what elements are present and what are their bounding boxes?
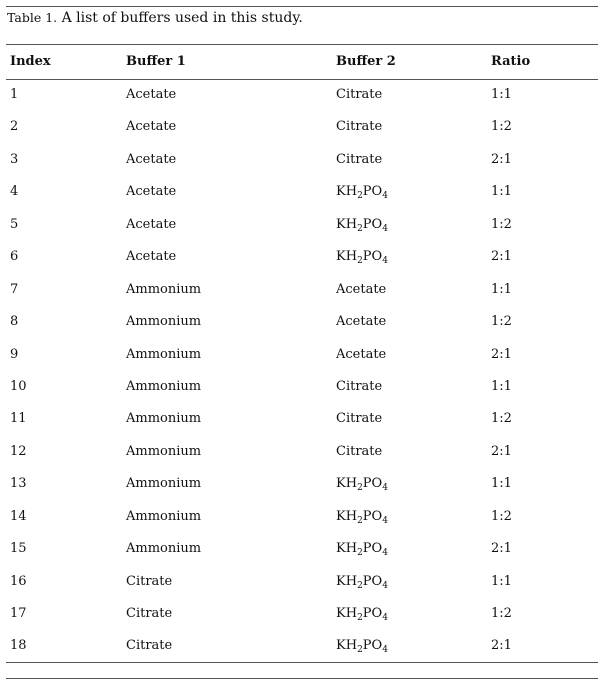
formula-part: PO <box>362 541 383 557</box>
header-index: Index <box>10 54 51 69</box>
cell-buffer-1: Citrate <box>126 573 173 589</box>
cell-index: 15 <box>10 541 27 557</box>
page-footer-rule <box>6 678 598 679</box>
formula-part: PO <box>362 573 383 589</box>
cell-buffer-1: Ammonium <box>126 378 202 394</box>
cell-buffer-2 <box>336 539 388 559</box>
formula-subscript: 2 <box>357 256 363 267</box>
cell-buffer-2: Citrate <box>336 87 383 102</box>
table-bottom-rule <box>6 662 598 663</box>
cell-buffer-2: Citrate <box>336 119 383 135</box>
caption-text: A list of buffers used in this study. <box>57 10 303 26</box>
formula-subscript: 4 <box>382 515 388 526</box>
table-row <box>0 441 606 473</box>
cell-buffer-2: Acetate <box>336 314 387 330</box>
cell-index: 17 <box>10 606 27 621</box>
cell-buffer-1: Acetate <box>126 216 177 232</box>
cell-buffer-1: Acetate <box>126 119 177 135</box>
table-header-bottom-rule <box>6 79 598 80</box>
table-body <box>0 84 606 668</box>
cell-ratio: 1:1 <box>491 573 512 589</box>
formula-subscript: 4 <box>382 191 388 202</box>
cell-buffer-2: Citrate <box>336 443 383 459</box>
formula-subscript: 4 <box>382 256 388 267</box>
cell-buffer-1: Ammonium <box>126 476 202 492</box>
table-row <box>0 408 606 440</box>
header-ratio: Ratio <box>491 54 531 69</box>
table-row <box>0 279 606 311</box>
cell-ratio: 1:1 <box>491 378 512 394</box>
table-row <box>0 181 606 213</box>
cell-buffer-2 <box>336 572 388 592</box>
caption-label: Table 1. <box>7 10 58 25</box>
cell-ratio: 2:1 <box>491 346 512 362</box>
formula-part: PO <box>362 476 383 492</box>
cell-ratio: 1:1 <box>491 476 512 492</box>
table-row <box>0 506 606 538</box>
formula-subscript: 2 <box>357 645 363 656</box>
cell-ratio: 1:1 <box>491 87 512 102</box>
formula-part: KH <box>336 541 358 557</box>
formula-part: KH <box>336 476 358 492</box>
cell-buffer-1: Ammonium <box>126 281 202 297</box>
cell-buffer-2: Citrate <box>336 151 383 167</box>
caption-top-rule <box>6 6 598 7</box>
formula-subscript: 2 <box>357 613 363 623</box>
cell-buffer-2: Citrate <box>336 378 383 394</box>
cell-index: 10 <box>10 378 27 394</box>
formula-part: KH <box>336 184 358 200</box>
cell-buffer-2: Acetate <box>336 346 387 362</box>
cell-index: 14 <box>10 508 27 524</box>
cell-buffer-2: Acetate <box>336 281 387 297</box>
formula-subscript: 4 <box>382 580 388 591</box>
table-row <box>0 538 606 570</box>
formula-subscript: 2 <box>357 483 363 494</box>
formula-part: PO <box>362 508 383 524</box>
cell-index: 13 <box>10 476 27 492</box>
cell-ratio: 1:2 <box>491 314 512 330</box>
cell-ratio: 1:1 <box>491 281 512 297</box>
table-row <box>0 246 606 278</box>
cell-index: 4 <box>10 184 19 200</box>
table-row <box>0 149 606 181</box>
cell-buffer-1: Acetate <box>126 184 177 200</box>
formula-subscript: 4 <box>382 645 388 656</box>
formula-part: PO <box>362 606 383 621</box>
cell-buffer-1: Acetate <box>126 87 177 102</box>
cell-buffer-2 <box>336 604 388 624</box>
table-row <box>0 116 606 148</box>
table-row <box>0 473 606 505</box>
cell-ratio: 2:1 <box>491 151 512 167</box>
cell-index: 3 <box>10 151 19 167</box>
table-header-top-rule <box>6 44 598 45</box>
table-row <box>0 635 606 667</box>
cell-buffer-1: Ammonium <box>126 508 202 524</box>
table-row <box>0 311 606 343</box>
formula-subscript: 2 <box>357 515 363 526</box>
cell-index: 9 <box>10 346 19 362</box>
cell-index: 16 <box>10 573 27 589</box>
cell-ratio: 1:2 <box>491 119 512 135</box>
formula-part: KH <box>336 508 358 524</box>
formula-subscript: 4 <box>382 548 388 559</box>
cell-index: 5 <box>10 216 19 232</box>
cell-buffer-1: Ammonium <box>126 541 202 557</box>
cell-ratio: 2:1 <box>491 638 512 654</box>
cell-index: 12 <box>10 443 27 459</box>
header-buffer-2: Buffer 2 <box>336 54 396 69</box>
formula-subscript: 2 <box>357 191 363 202</box>
cell-buffer-2 <box>336 636 388 656</box>
cell-ratio: 2:1 <box>491 541 512 557</box>
table-row <box>0 603 606 635</box>
cell-index: 11 <box>10 411 27 427</box>
cell-buffer-1: Acetate <box>126 151 177 167</box>
table-row <box>0 571 606 603</box>
formula-part: KH <box>336 573 358 589</box>
cell-buffer-1: Citrate <box>126 638 173 654</box>
cell-buffer-2 <box>336 215 388 235</box>
cell-index: 18 <box>10 638 27 654</box>
cell-buffer-1: Acetate <box>126 249 177 265</box>
cell-buffer-2 <box>336 507 388 527</box>
cell-buffer-2 <box>336 182 388 202</box>
table-row <box>0 84 606 116</box>
table-caption <box>7 9 303 27</box>
cell-ratio: 1:2 <box>491 606 512 621</box>
cell-buffer-1: Ammonium <box>126 314 202 330</box>
cell-index: 2 <box>10 119 19 135</box>
cell-index: 7 <box>10 281 19 297</box>
formula-subscript: 4 <box>382 223 388 234</box>
cell-buffer-1: Ammonium <box>126 346 202 362</box>
cell-buffer-2 <box>336 474 388 494</box>
formula-subscript: 2 <box>357 580 363 591</box>
formula-part: PO <box>362 184 383 200</box>
cell-buffer-2 <box>336 247 388 267</box>
formula-part: KH <box>336 216 358 232</box>
cell-buffer-1: Ammonium <box>126 411 202 427</box>
cell-index: 6 <box>10 249 19 265</box>
table-row <box>0 376 606 408</box>
cell-ratio: 1:1 <box>491 184 512 200</box>
cell-buffer-1: Citrate <box>126 606 173 621</box>
cell-index: 1 <box>10 87 19 102</box>
formula-subscript: 2 <box>357 223 363 234</box>
formula-part: KH <box>336 606 358 621</box>
cell-buffer-2: Citrate <box>336 411 383 427</box>
formula-subscript: 4 <box>382 483 388 494</box>
formula-part: PO <box>362 249 383 265</box>
formula-part: KH <box>336 638 358 654</box>
cell-ratio: 1:2 <box>491 411 512 427</box>
formula-part: PO <box>362 638 383 654</box>
cell-ratio: 1:2 <box>491 508 512 524</box>
cell-ratio: 2:1 <box>491 249 512 265</box>
table-row <box>0 344 606 376</box>
cell-ratio: 1:2 <box>491 216 512 232</box>
formula-subscript: 2 <box>357 548 363 559</box>
table-row <box>0 214 606 246</box>
cell-ratio: 2:1 <box>491 443 512 459</box>
cell-index: 8 <box>10 314 19 330</box>
formula-subscript: 4 <box>382 613 388 623</box>
formula-part: PO <box>362 216 383 232</box>
formula-part: KH <box>336 249 358 265</box>
header-buffer-1: Buffer 1 <box>126 54 186 69</box>
table-header-row <box>0 52 606 72</box>
cell-buffer-1: Ammonium <box>126 443 202 459</box>
